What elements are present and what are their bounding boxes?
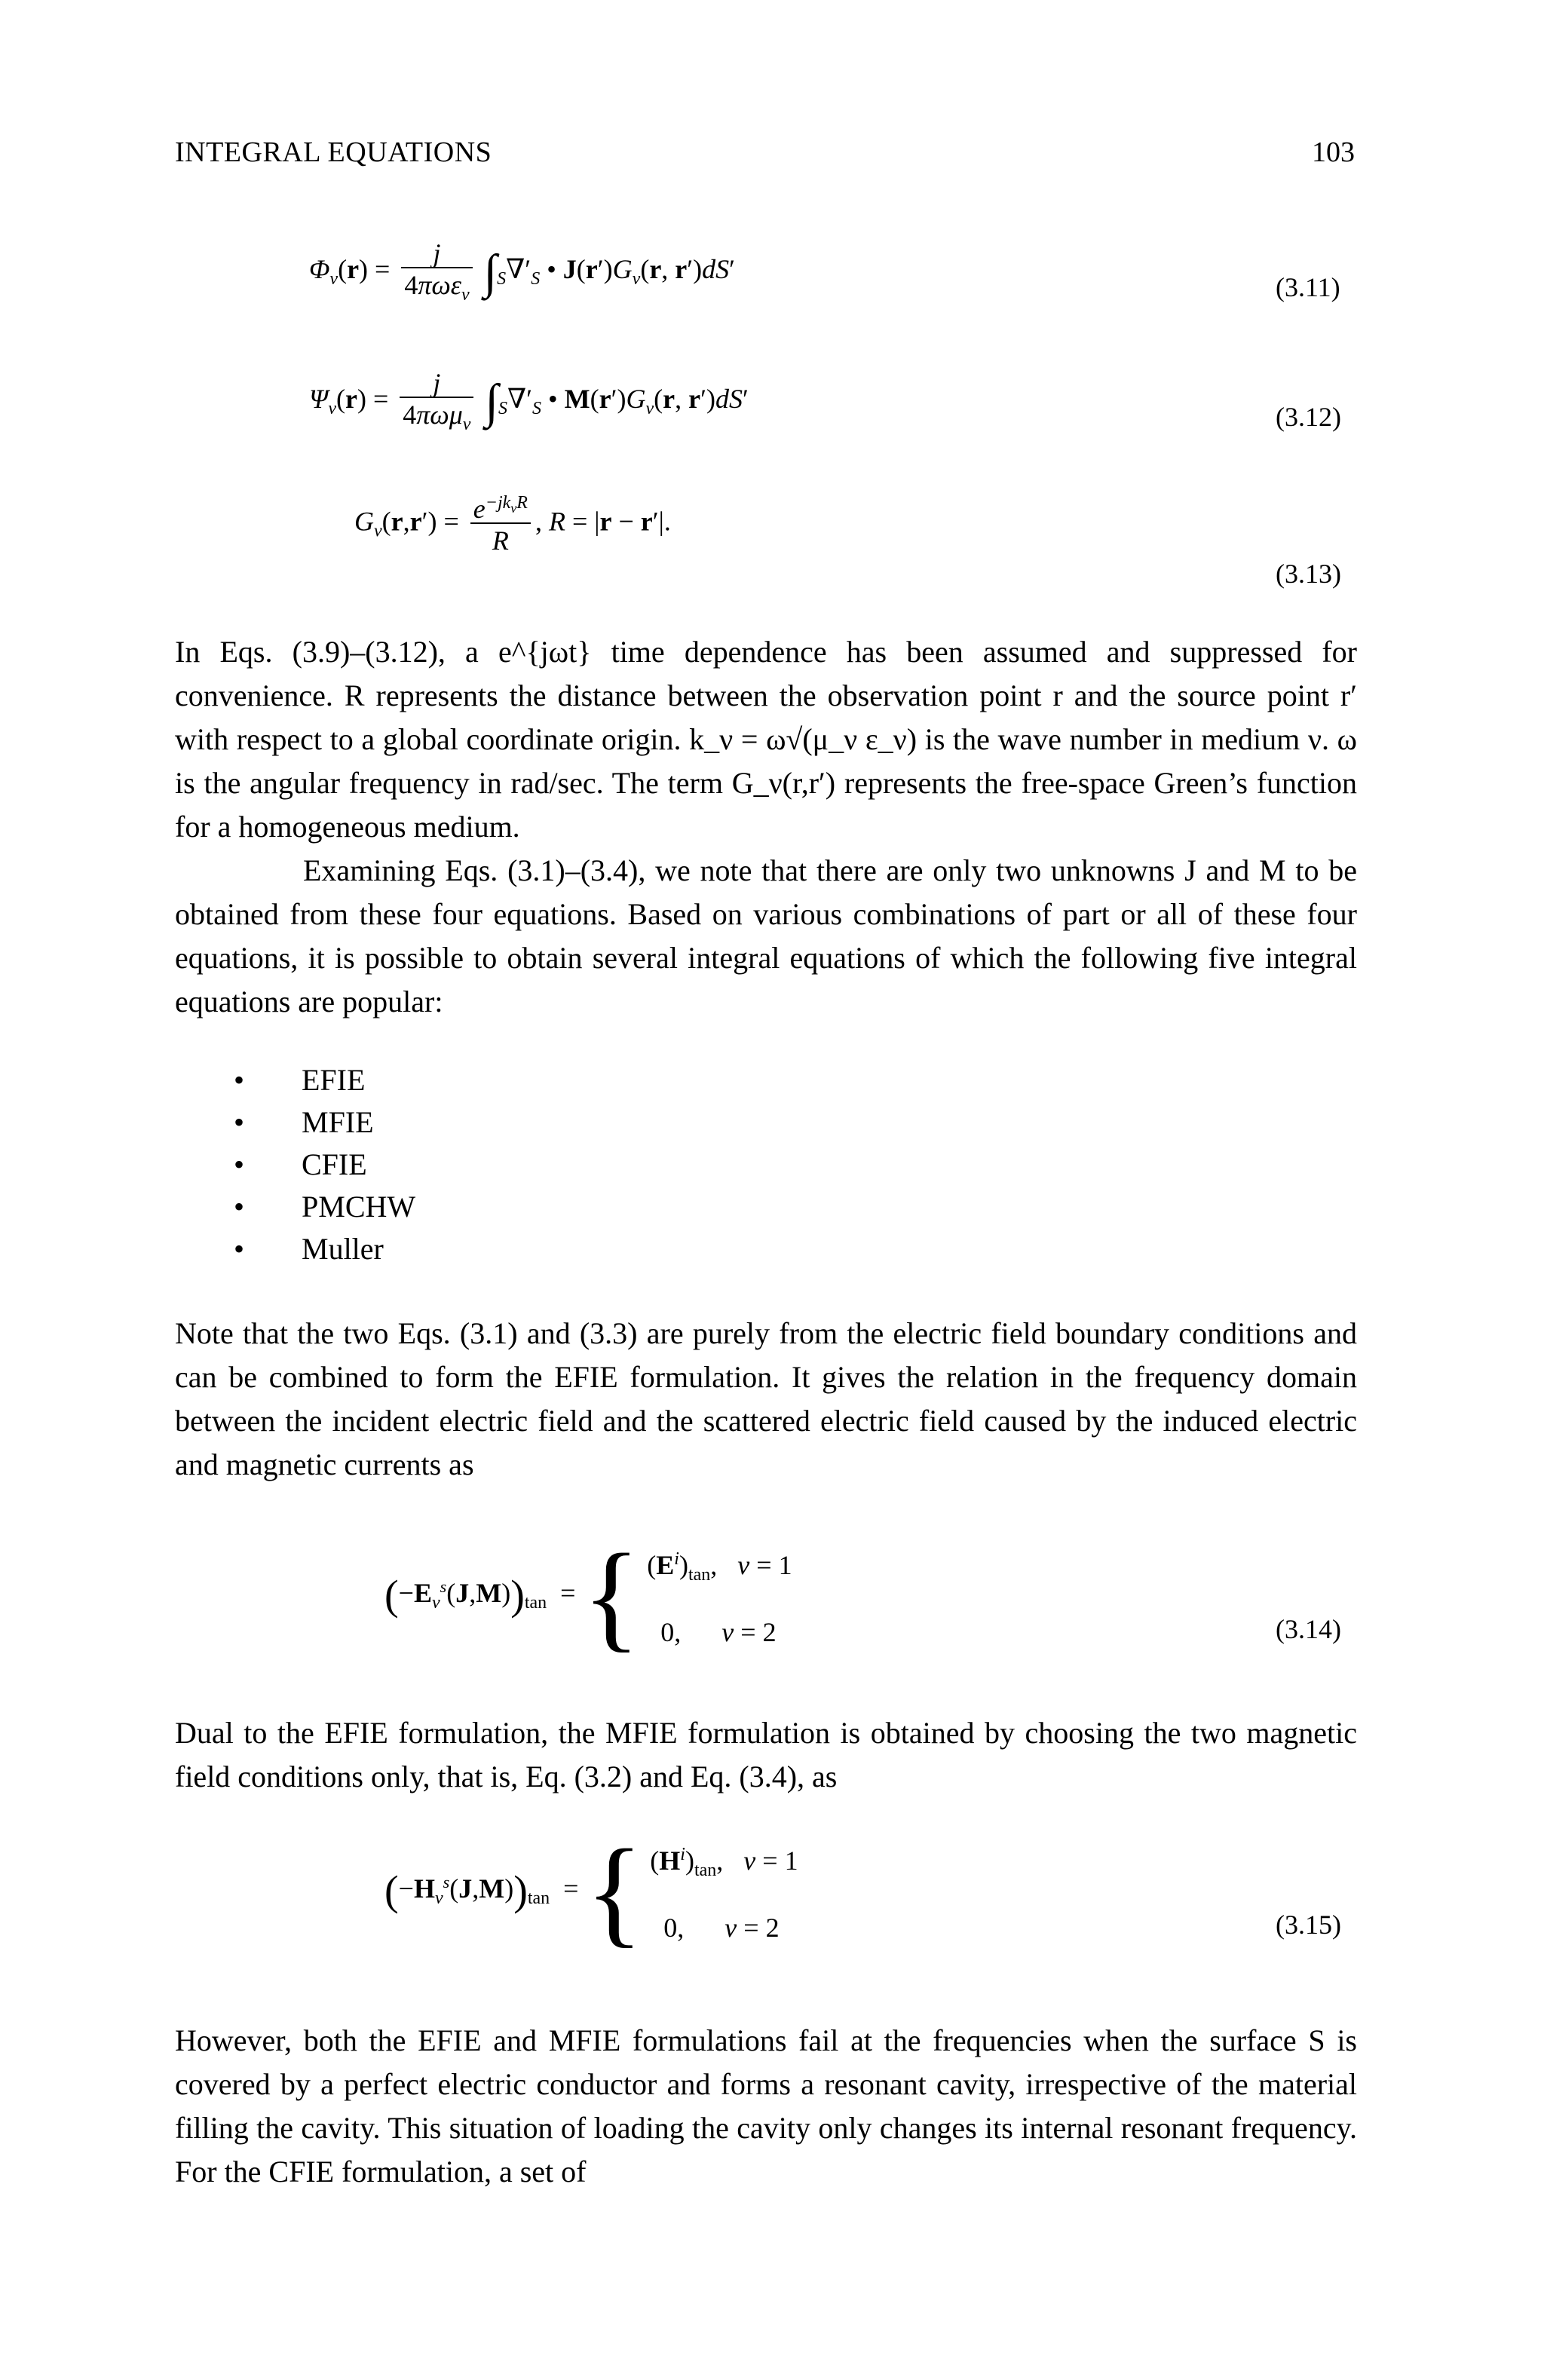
paragraph-cfie: However, both the EFIE and MFIE formulations fail at the frequencies when the surface S is covered by a perfect electric conductor and forms a resonant cavity, irrespective of the material filling the cavity. This situation of loading the cavity only changes its internal resonant frequency. For the CFIE formulation, a set of	[175, 2023, 1357, 2189]
paragraph-unknowns: Examining Eqs. (3.1)–(3.4), we note that there are only two unknowns J and M to be obtained from these four equations. Based on various combinations of part or all of these four equations, it is possible to obtain several integral equations of which the following five integral equations are popular:	[175, 853, 1357, 1018]
list-item: • EFIE	[234, 1059, 415, 1101]
equation-3-12: $\Psi_\nu(r)$ = $\frac{j}{4\pi\omega\mu_\nu}$ $\int_S\nabla'_S$ • $M(r')G_\nu(r$, r′)dS′	[309, 368, 749, 435]
equation-number: (3.13)	[1276, 559, 1341, 589]
paragraph-green-function: In Eqs. (3.9)–(3.12), a e^{jωt} time dependence has been assumed and suppressed for convenience. R represents the distance between the observation point r and the source point r′ with respect to a global coordinate origin. k_ν = ω√(μ_ν ε_ν) is the wave number in medium ν. ω is the angular frequency in rad/sec. The term G_ν(r,r′) represents the free-space Green’s function for a homogeneous medium.	[175, 635, 1357, 844]
equation-3-11: $\Phi_\nu(r)$ = $\frac{j}{4\pi\omega\varepsilon_\nu}$ $\int_S\nabla'_S$ • $J(r')G_\nu(r$, r′)dS′	[309, 238, 736, 305]
equation-number: (3.14)	[1276, 1614, 1341, 1644]
list-item: • Muller	[234, 1228, 415, 1270]
list-item: • CFIE	[234, 1144, 415, 1186]
equation-3-14: $(-E_\nu^s(J,M))_{tan}$ = { $(E^i)_{tan}$, ν = 1 0, ν = 2	[384, 1528, 792, 1663]
formulation-list	[234, 1059, 415, 1270]
equation-number: (3.15)	[1276, 1910, 1341, 1940]
running-header-title: INTEGRAL EQUATIONS	[175, 136, 492, 168]
page-number: 103	[1312, 136, 1355, 168]
equation-3-13: $G_\nu(r,r')$ = $\frac{e^{-jk_\nu R}}{R}$ , R = |r − r′|.	[354, 493, 671, 556]
list-item: • MFIE	[234, 1101, 415, 1144]
equation-3-15: $(-H_\nu^s(J,M))_{tan}$ = { $(H^i)_{tan}$, ν = 1 0, ν = 2	[384, 1824, 798, 1959]
list-item: • PMCHW	[234, 1186, 415, 1228]
equation-number: (3.12)	[1276, 402, 1341, 432]
paragraph-mfie: Dual to the EFIE formulation, the MFIE formulation is obtained by choosing the two magnetic field conditions only, that is, Eq. (3.2) and Eq. (3.4), as	[175, 1716, 1357, 1793]
equation-number: (3.11)	[1276, 272, 1340, 302]
paragraph-efie: Note that the two Eqs. (3.1) and (3.3) are purely from the electric field boundary conditions and can be combined to form the EFIE formulation. It gives the relation in the frequency domain between the incident electric field and the scattered electric field caused by the induced electric and magnetic currents as	[175, 1316, 1357, 1481]
